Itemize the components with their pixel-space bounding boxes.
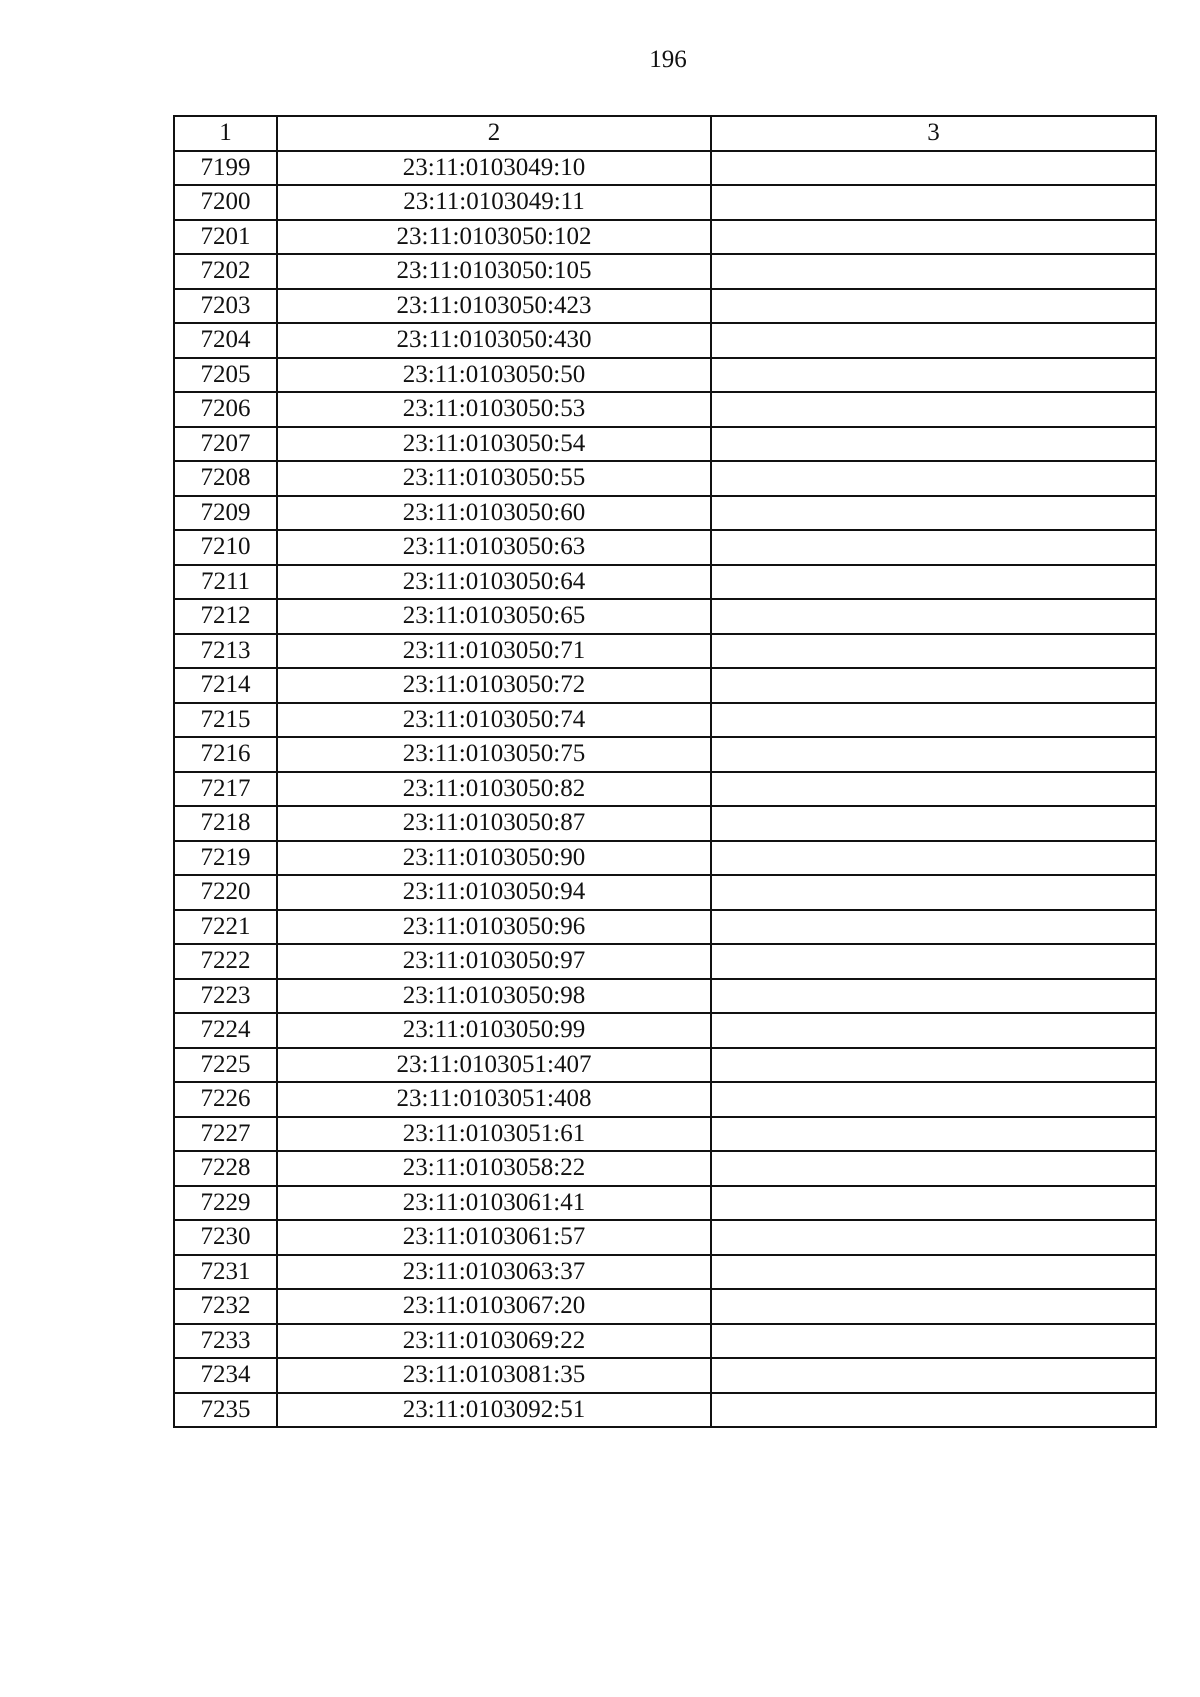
notes-cell xyxy=(711,427,1156,462)
notes-cell xyxy=(711,1289,1156,1324)
row-number-cell: 7209 xyxy=(174,496,277,531)
notes-cell xyxy=(711,910,1156,945)
row-number-cell: 7231 xyxy=(174,1255,277,1290)
cadastral-table xyxy=(173,115,1157,1428)
table-row xyxy=(174,944,1156,979)
table-row xyxy=(174,289,1156,324)
table-row xyxy=(174,1255,1156,1290)
notes-cell xyxy=(711,1013,1156,1048)
page-number: 196 xyxy=(649,46,687,73)
row-number-cell: 7203 xyxy=(174,289,277,324)
cadastral-number-cell: 23:11:0103050:96 xyxy=(277,910,711,945)
notes-cell xyxy=(711,634,1156,669)
cadastral-number-cell: 23:11:0103092:51 xyxy=(277,1393,711,1428)
row-number-cell: 7211 xyxy=(174,565,277,600)
notes-cell xyxy=(711,1393,1156,1428)
notes-cell xyxy=(711,1324,1156,1359)
header-cell-col-1: 1 xyxy=(174,116,277,151)
row-number-cell: 7226 xyxy=(174,1082,277,1117)
notes-cell xyxy=(711,1151,1156,1186)
row-number-cell: 7218 xyxy=(174,806,277,841)
cadastral-number-cell: 23:11:0103061:57 xyxy=(277,1220,711,1255)
cadastral-number-cell: 23:11:0103050:430 xyxy=(277,323,711,358)
table-row xyxy=(174,806,1156,841)
cadastral-number-cell: 23:11:0103049:11 xyxy=(277,185,711,220)
table-row xyxy=(174,565,1156,600)
cadastral-number-cell: 23:11:0103050:75 xyxy=(277,737,711,772)
row-number-cell: 7235 xyxy=(174,1393,277,1428)
notes-cell xyxy=(711,289,1156,324)
table-row xyxy=(174,1048,1156,1083)
row-number-cell: 7216 xyxy=(174,737,277,772)
notes-cell xyxy=(711,254,1156,289)
row-number-cell: 7221 xyxy=(174,910,277,945)
row-number-cell: 7204 xyxy=(174,323,277,358)
header-cell-col-2: 2 xyxy=(277,116,711,151)
table-row xyxy=(174,1186,1156,1221)
row-number-cell: 7230 xyxy=(174,1220,277,1255)
notes-cell xyxy=(711,185,1156,220)
notes-cell xyxy=(711,358,1156,393)
notes-cell xyxy=(711,806,1156,841)
table-row xyxy=(174,151,1156,186)
cadastral-number-cell: 23:11:0103050:82 xyxy=(277,772,711,807)
row-number-cell: 7219 xyxy=(174,841,277,876)
table-row xyxy=(174,254,1156,289)
cadastral-number-cell: 23:11:0103050:423 xyxy=(277,289,711,324)
row-number-cell: 7206 xyxy=(174,392,277,427)
notes-cell xyxy=(711,1220,1156,1255)
row-number-cell: 7201 xyxy=(174,220,277,255)
row-number-cell: 7232 xyxy=(174,1289,277,1324)
table-row xyxy=(174,392,1156,427)
row-number-cell: 7205 xyxy=(174,358,277,393)
table-body xyxy=(174,151,1156,1428)
notes-cell xyxy=(711,703,1156,738)
table-row xyxy=(174,427,1156,462)
table-row xyxy=(174,1082,1156,1117)
cadastral-number-cell: 23:11:0103081:35 xyxy=(277,1358,711,1393)
notes-cell xyxy=(711,530,1156,565)
cadastral-number-cell: 23:11:0103069:22 xyxy=(277,1324,711,1359)
cadastral-number-cell: 23:11:0103050:94 xyxy=(277,875,711,910)
row-number-cell: 7233 xyxy=(174,1324,277,1359)
cadastral-number-cell: 23:11:0103058:22 xyxy=(277,1151,711,1186)
table-row xyxy=(174,979,1156,1014)
notes-cell xyxy=(711,1186,1156,1221)
table-row xyxy=(174,185,1156,220)
cadastral-number-cell: 23:11:0103050:64 xyxy=(277,565,711,600)
cadastral-number-cell: 23:11:0103050:50 xyxy=(277,358,711,393)
row-number-cell: 7213 xyxy=(174,634,277,669)
notes-cell xyxy=(711,392,1156,427)
table-header-row xyxy=(174,116,1156,151)
row-number-cell: 7208 xyxy=(174,461,277,496)
notes-cell xyxy=(711,461,1156,496)
row-number-cell: 7200 xyxy=(174,185,277,220)
header-cell-col-3: 3 xyxy=(711,116,1156,151)
cadastral-number-cell: 23:11:0103050:74 xyxy=(277,703,711,738)
table-row xyxy=(174,220,1156,255)
table-row xyxy=(174,875,1156,910)
table-row xyxy=(174,1117,1156,1152)
cadastral-number-cell: 23:11:0103050:65 xyxy=(277,599,711,634)
table-row xyxy=(174,599,1156,634)
notes-cell xyxy=(711,565,1156,600)
cadastral-number-cell: 23:11:0103050:71 xyxy=(277,634,711,669)
table-row xyxy=(174,323,1156,358)
row-number-cell: 7199 xyxy=(174,151,277,186)
row-number-cell: 7215 xyxy=(174,703,277,738)
cadastral-number-cell: 23:11:0103061:41 xyxy=(277,1186,711,1221)
row-number-cell: 7222 xyxy=(174,944,277,979)
notes-cell xyxy=(711,1117,1156,1152)
notes-cell xyxy=(711,772,1156,807)
row-number-cell: 7212 xyxy=(174,599,277,634)
table-row xyxy=(174,772,1156,807)
row-number-cell: 7234 xyxy=(174,1358,277,1393)
cadastral-number-cell: 23:11:0103051:408 xyxy=(277,1082,711,1117)
table-header xyxy=(174,116,1156,151)
notes-cell xyxy=(711,1358,1156,1393)
notes-cell xyxy=(711,668,1156,703)
notes-cell xyxy=(711,1048,1156,1083)
cadastral-number-cell: 23:11:0103050:97 xyxy=(277,944,711,979)
table-row xyxy=(174,1013,1156,1048)
table-row xyxy=(174,737,1156,772)
row-number-cell: 7223 xyxy=(174,979,277,1014)
cadastral-number-cell: 23:11:0103050:90 xyxy=(277,841,711,876)
cadastral-number-cell: 23:11:0103050:105 xyxy=(277,254,711,289)
notes-cell xyxy=(711,496,1156,531)
cadastral-number-cell: 23:11:0103051:61 xyxy=(277,1117,711,1152)
table-row xyxy=(174,1324,1156,1359)
table-row xyxy=(174,1289,1156,1324)
row-number-cell: 7207 xyxy=(174,427,277,462)
row-number-cell: 7210 xyxy=(174,530,277,565)
row-number-cell: 7228 xyxy=(174,1151,277,1186)
row-number-cell: 7224 xyxy=(174,1013,277,1048)
cadastral-number-cell: 23:11:0103050:98 xyxy=(277,979,711,1014)
table-row xyxy=(174,1220,1156,1255)
table-row xyxy=(174,496,1156,531)
notes-cell xyxy=(711,841,1156,876)
notes-cell xyxy=(711,979,1156,1014)
cadastral-number-cell: 23:11:0103051:407 xyxy=(277,1048,711,1083)
table-row xyxy=(174,530,1156,565)
table-row xyxy=(174,1358,1156,1393)
cadastral-number-cell: 23:11:0103049:10 xyxy=(277,151,711,186)
cadastral-number-cell: 23:11:0103050:55 xyxy=(277,461,711,496)
table-row xyxy=(174,910,1156,945)
cadastral-number-cell: 23:11:0103050:63 xyxy=(277,530,711,565)
cadastral-number-cell: 23:11:0103050:72 xyxy=(277,668,711,703)
notes-cell xyxy=(711,875,1156,910)
cadastral-number-cell: 23:11:0103050:60 xyxy=(277,496,711,531)
table-row xyxy=(174,1151,1156,1186)
notes-cell xyxy=(711,1082,1156,1117)
table-row xyxy=(174,461,1156,496)
row-number-cell: 7217 xyxy=(174,772,277,807)
table-row xyxy=(174,703,1156,738)
row-number-cell: 7229 xyxy=(174,1186,277,1221)
table-row xyxy=(174,1393,1156,1428)
cadastral-number-cell: 23:11:0103050:102 xyxy=(277,220,711,255)
cadastral-number-cell: 23:11:0103063:37 xyxy=(277,1255,711,1290)
row-number-cell: 7227 xyxy=(174,1117,277,1152)
notes-cell xyxy=(711,599,1156,634)
table-row xyxy=(174,668,1156,703)
cadastral-number-cell: 23:11:0103050:99 xyxy=(277,1013,711,1048)
table-row xyxy=(174,358,1156,393)
cadastral-number-cell: 23:11:0103050:87 xyxy=(277,806,711,841)
notes-cell xyxy=(711,151,1156,186)
row-number-cell: 7225 xyxy=(174,1048,277,1083)
row-number-cell: 7202 xyxy=(174,254,277,289)
notes-cell xyxy=(711,220,1156,255)
notes-cell xyxy=(711,1255,1156,1290)
table-row xyxy=(174,634,1156,669)
notes-cell xyxy=(711,323,1156,358)
table-row xyxy=(174,841,1156,876)
notes-cell xyxy=(711,737,1156,772)
row-number-cell: 7220 xyxy=(174,875,277,910)
cadastral-number-cell: 23:11:0103050:54 xyxy=(277,427,711,462)
cadastral-number-cell: 23:11:0103050:53 xyxy=(277,392,711,427)
row-number-cell: 7214 xyxy=(174,668,277,703)
notes-cell xyxy=(711,944,1156,979)
cadastral-number-cell: 23:11:0103067:20 xyxy=(277,1289,711,1324)
